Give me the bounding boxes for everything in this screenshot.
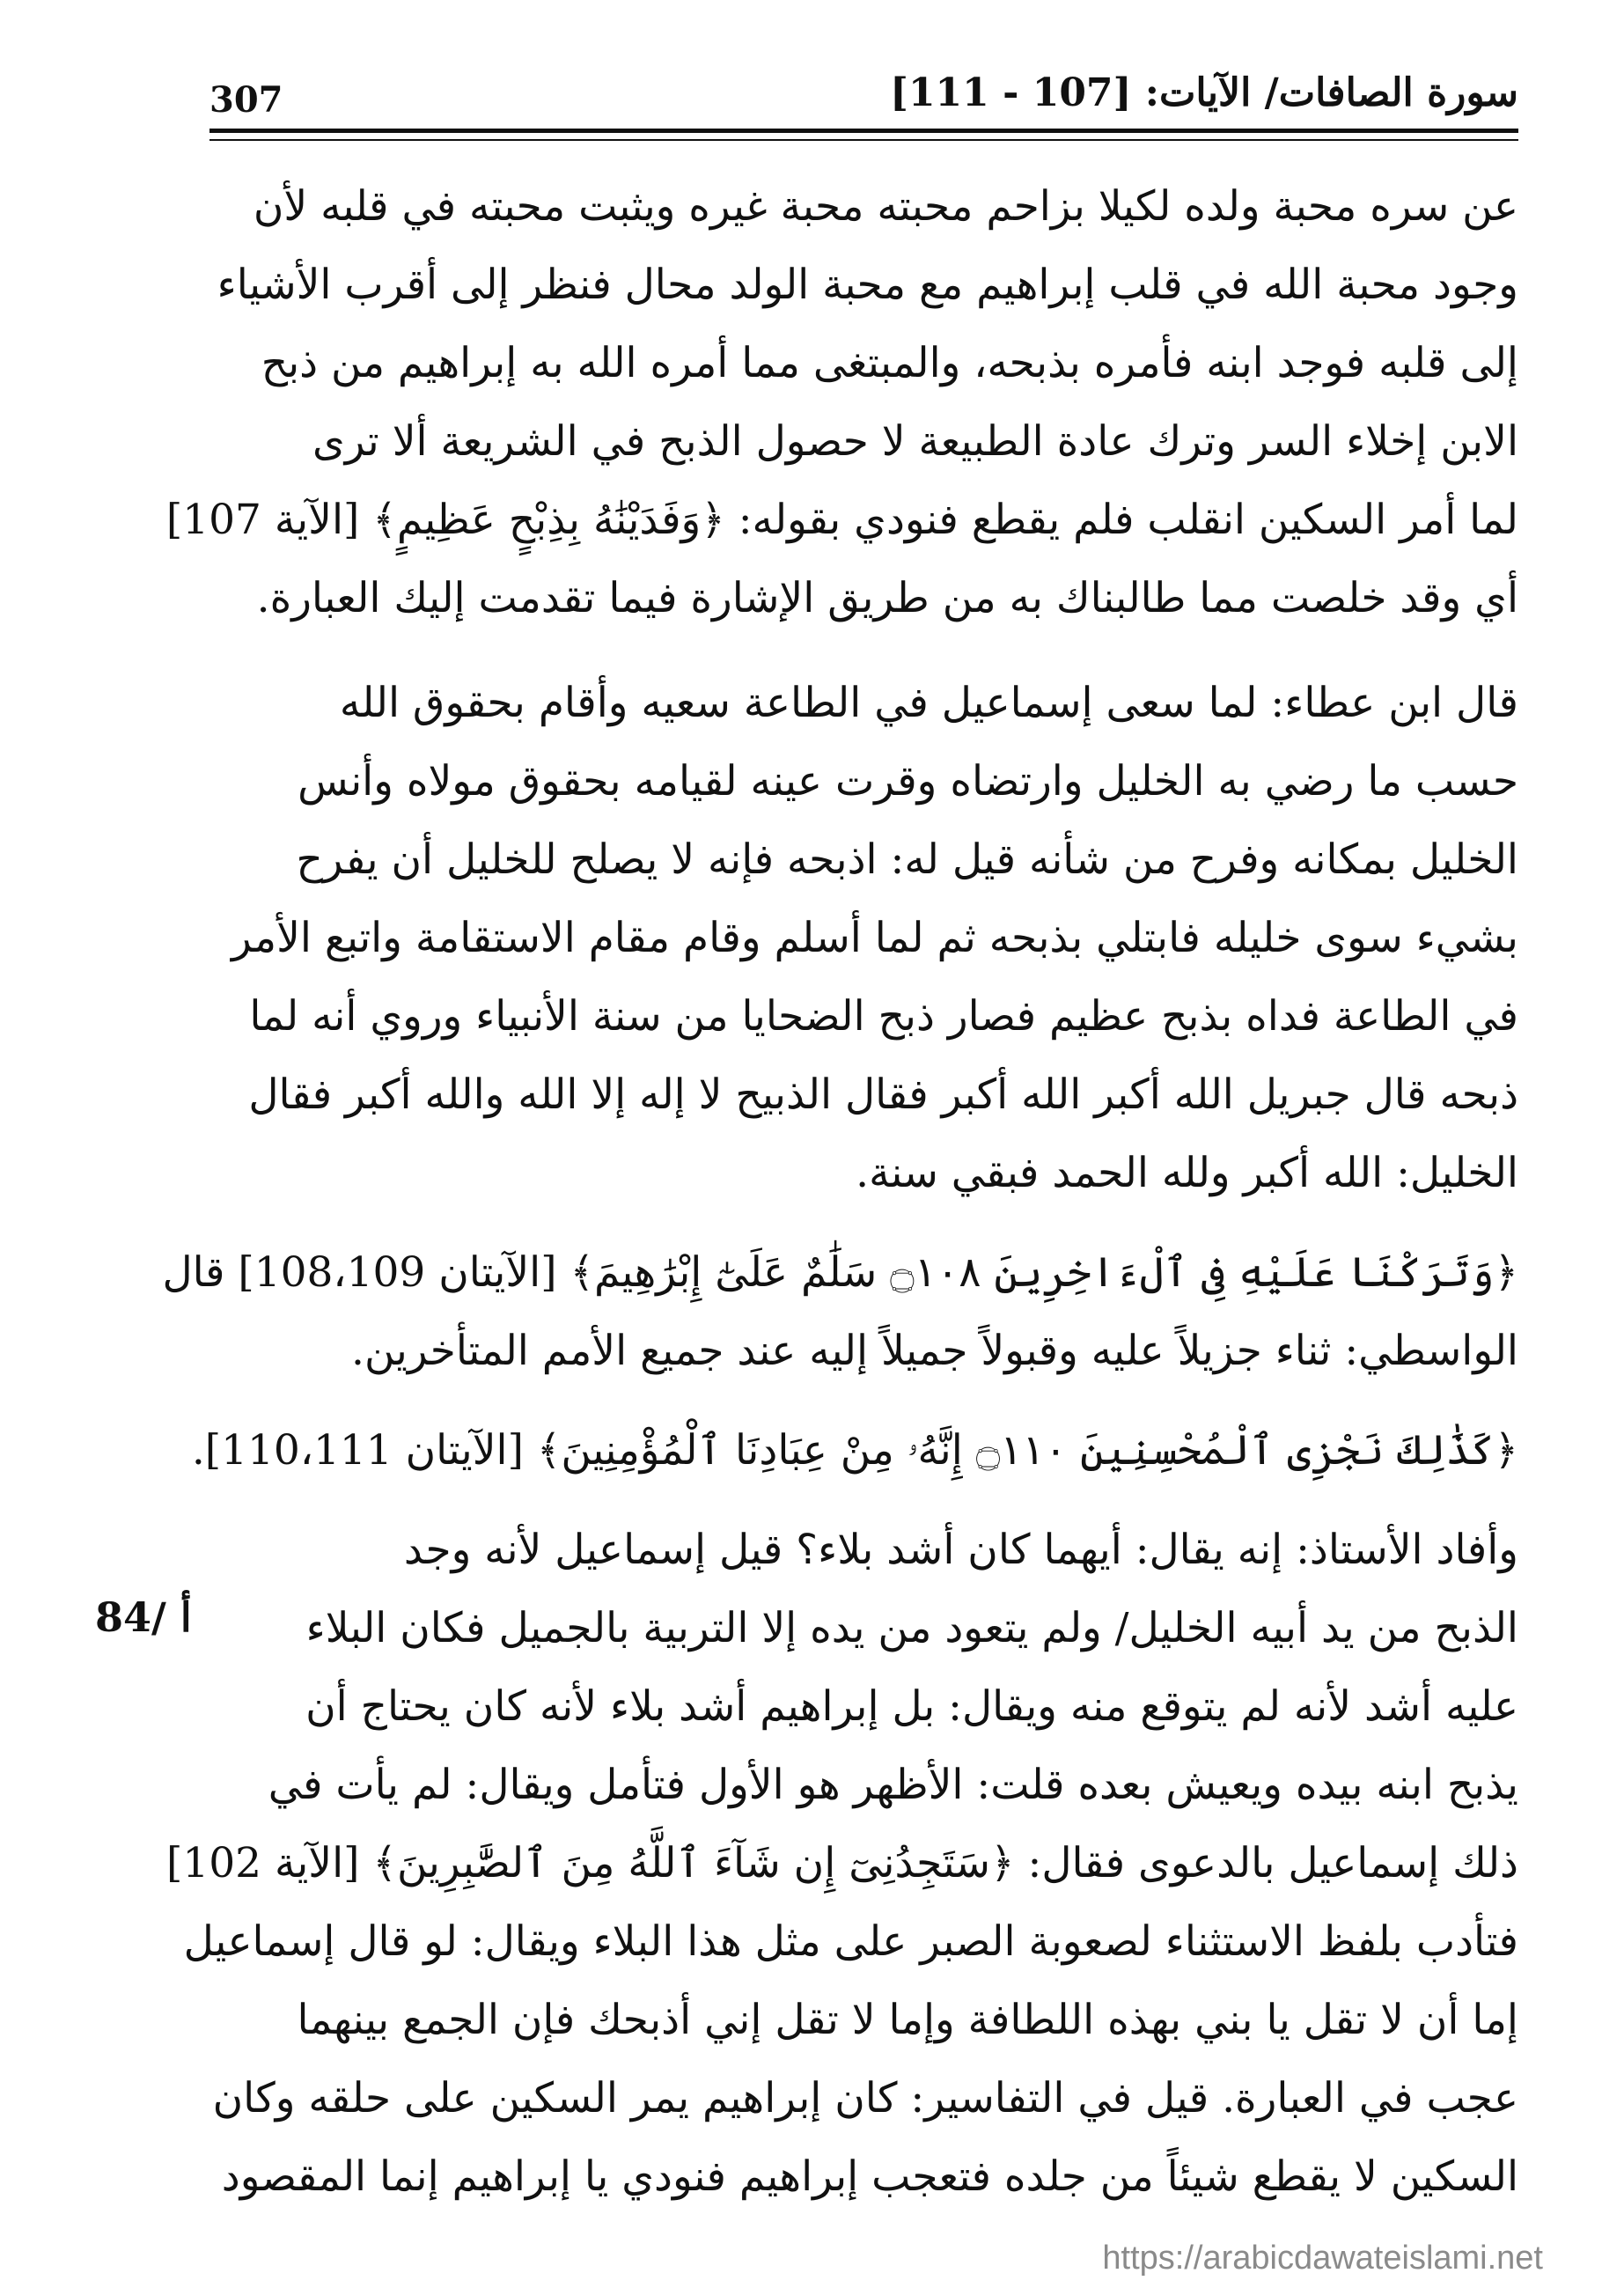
text-line: ﴿وَتَرَكْنَا عَلَيْهِ فِى ٱلْءَاخِرِينَ ۝١٠٨ سَلَٰمٌ عَلَىٰٓ إِبْرَٰهِيمَ﴾ [الآيتان 108،109] قال [162, 1248, 1518, 1297]
paragraph [209, 664, 1518, 1212]
text-line: الذبح من يد أبيه الخليل/ ولم يتعود من يده إلا التربية بالجميل فكان البلاء [305, 1604, 1518, 1652]
watermark-url: https://arabicdawateislami.net [1102, 2240, 1543, 2277]
running-header: سورة الصافات/ الآيات: [107 - 111] [890, 70, 1518, 115]
header-rule-thin [209, 139, 1518, 141]
text-line: قال ابن عطاء: لما سعى إسماعيل في الطاعة سعيه وأقام بحقوق الله [339, 679, 1518, 727]
text-line: السكين لا يقطع شيئاً من جلده فتعجب إبراهيم فنودي يا إبراهيم إنما المقصود [221, 2152, 1518, 2201]
paragraph-gap [209, 1390, 1518, 1411]
paragraph [191, 1411, 1518, 1490]
text-line: إلى قلبه فوجد ابنه فأمره بذبحه، والمبتغى مما أمره الله به إبراهيم من ذبح [261, 339, 1518, 387]
text-line: عجب في العبارة. قيل في التفاسير: كان إبراهيم يمر السكين على حلقه وكان [212, 2074, 1518, 2122]
text-line: الواسطي: ثناء جزيلاً عليه وقبولاً جميلاً إليه عند جميع الأمم المتأخرين. [351, 1327, 1518, 1375]
text-line: ذلك إسماعيل بالدعوى فقال: ﴿سَتَجِدُنِىٓ إِن شَآءَ ٱللَّهُ مِنَ ٱلصَّٰبِرِينَ﴾ [الآية 102] [166, 1839, 1518, 1887]
text-line: ذبحه قال جبريل الله أكبر الله أكبر فقال الذبيح لا إله إلا الله والله أكبر فقال [248, 1070, 1518, 1119]
paragraph-gap [209, 1212, 1518, 1233]
text-line: إما أن لا تقل يا بني بهذه اللطافة وإما لا تقل إني أذبحك فإن الجمع بينهما [297, 1996, 1518, 2044]
main-text [162, 167, 1518, 2216]
text-line: الابن إخلاء السر وترك عادة الطبيعة لا حصول الذبح في الشريعة ألا ترى [312, 417, 1518, 466]
paragraph-gap [209, 1490, 1518, 1511]
text-line: الخليل بمكانه وفرح من شأنه قيل له: اذبحه فإنه لا يصلح للخليل أن يفرح [296, 835, 1518, 884]
header-rule-thick [209, 129, 1518, 133]
paragraph [166, 1511, 1518, 2216]
text-line: بشيء سوى خليله فابتلي بذبحه ثم لما أسلم وقام مقام الاستقامة واتبع الأمر [231, 914, 1518, 962]
text-line: وجود محبة الله في قلب إبراهيم مع محبة الولد محال فنظر إلى أقرب الأشياء [217, 261, 1518, 309]
text-line: ﴿كَذَٰلِكَ نَجْزِى ٱلْمُحْسِنِينَ ۝١١٠ إِنَّهُۥ مِنْ عِبَادِنَا ٱلْمُؤْمِنِينَ﴾ [الآيتان 110،111]. [191, 1426, 1518, 1475]
text-line: يذبح ابنه بيده ويعيش بعده قلت: الأظهر هو الأول فتأمل ويقال: لم يأت في [268, 1761, 1518, 1809]
text-line: أي وقد خلصت مما طالبناك به من طريق الإشارة فيما تقدمت إليك العبارة. [256, 574, 1518, 622]
text-line: عن سره محبة ولده لكيلا بزاحم محبته محبة غيره ويثبت محبته في قلبه لأن [253, 182, 1518, 231]
paragraph [162, 1233, 1518, 1390]
text-line: حسب ما رضي به الخليل وارتضاه وقرت عينه لقيامه بحقوق مولاه وأنس [298, 757, 1518, 806]
paragraph [165, 167, 1518, 637]
marginal-folio-note: 84/ أ [95, 1593, 192, 1641]
text-line: لما أمر السكين انقلب فلم يقطع فنودي بقوله: ﴿وَفَدَيْنَٰهُ بِذِبْحٍ عَظِيمٍ﴾ [الآية 107] [165, 496, 1518, 544]
text-line: عليه أشد لأنه لم يتوقع منه ويقال: بل إبراهيم أشد بلاء لأنه كان يحتاج أن [305, 1682, 1518, 1731]
text-line: في الطاعة فداه بذبح عظيم فصار ذبح الضحايا من سنة الأنبياء وروي أنه لما [249, 992, 1518, 1041]
paragraph-gap [209, 637, 1518, 664]
text-line: فتأدب بلفظ الاستثناء لصعوبة الصبر على مثل هذا البلاء ويقال: لو قال إسماعيل [183, 1917, 1518, 1966]
page-number: 307 [209, 79, 283, 121]
text-line: الخليل: الله أكبر ولله الحمد فبقي سنة. [856, 1149, 1518, 1197]
text-line: وأفاد الأستاذ: إنه يقال: أيهما كان أشد بلاء؟ قيل إسماعيل لأنه وجد [403, 1526, 1518, 1574]
